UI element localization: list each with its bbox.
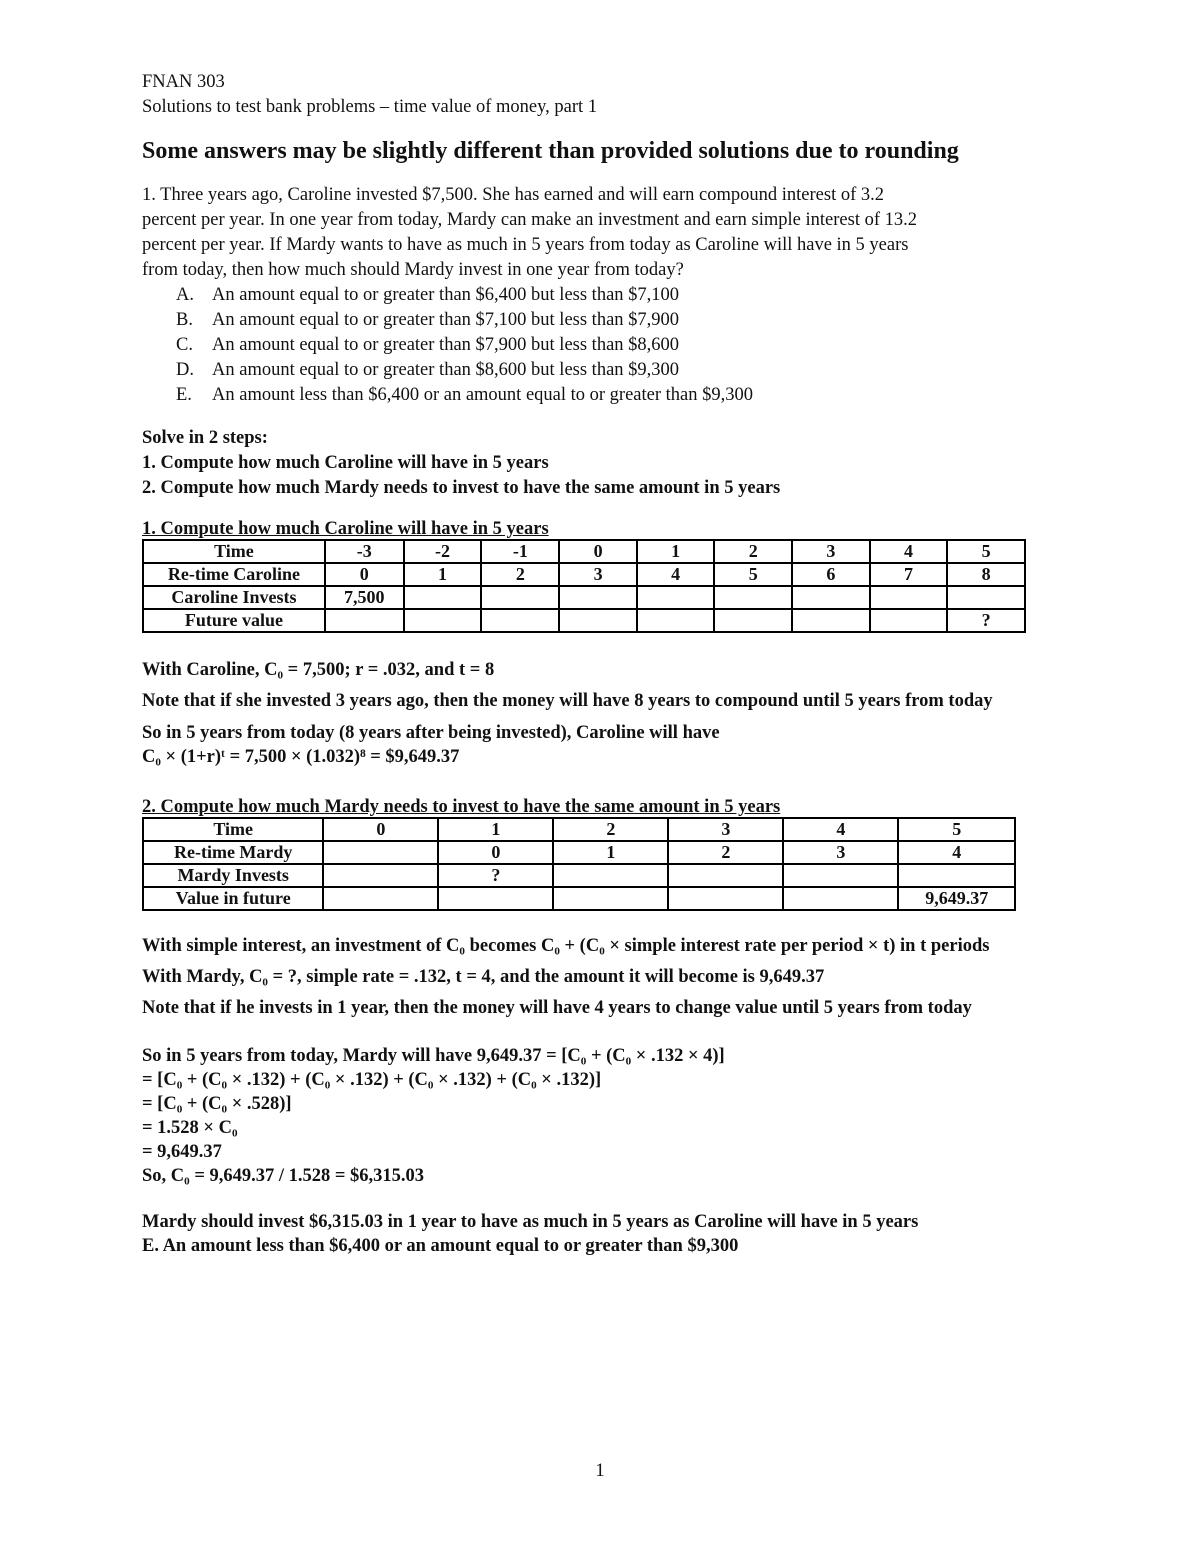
row-label: Time	[143, 540, 325, 563]
table-cell	[438, 887, 553, 910]
table-cell	[870, 586, 948, 609]
table-cell	[714, 609, 792, 632]
caroline-note: Note that if she invested 3 years ago, then the money will have 8 years to compound until 5 years from today	[142, 691, 993, 711]
table-row	[143, 563, 1025, 586]
table-cell: 3	[559, 563, 637, 586]
table-cell	[870, 609, 948, 632]
table-row	[143, 841, 1015, 864]
table-cell: 0	[325, 563, 404, 586]
document-subtitle: Solutions to test bank problems – time value of money, part 1	[142, 97, 598, 117]
table-cell	[481, 609, 559, 632]
table-row	[143, 864, 1015, 887]
steps-intro: Solve in 2 steps:	[142, 428, 268, 448]
mardy-given: With Mardy, C₀ = ?, simple rate = .132, t = 4, and the amount it will become is 9,649.37	[142, 967, 825, 987]
table-cell: 2	[481, 563, 559, 586]
course-code: FNAN 303	[142, 72, 225, 92]
caroline-result-intro: So in 5 years from today (8 years after being invested), Caroline will have	[142, 723, 720, 743]
table-cell: ?	[438, 864, 553, 887]
row-label: Caroline Invests	[143, 586, 325, 609]
table-cell: 5	[947, 540, 1025, 563]
option-d: D. An amount equal to or greater than $8,600 but less than $9,300	[176, 360, 680, 380]
table-cell	[325, 609, 404, 632]
table-cell: 3	[783, 841, 898, 864]
table-cell	[553, 887, 668, 910]
page-number: 1	[595, 1460, 605, 1481]
table-cell	[637, 586, 715, 609]
option-e: E. An amount less than $6,400 or an amount equal to or greater than $9,300	[176, 385, 753, 405]
table-cell	[404, 609, 482, 632]
derivation-line: = 9,649.37	[142, 1142, 222, 1162]
table-cell: 5	[898, 818, 1015, 841]
mardy-note: Note that if he invests in 1 year, then the money will have 4 years to change value until 5 years from today	[142, 998, 972, 1018]
question-line: percent per year. In one year from today, Mardy can make an investment and earn simple interest of 13.2	[142, 210, 917, 230]
table-cell: 2	[714, 540, 792, 563]
row-label: Value in future	[143, 887, 323, 910]
table-cell	[481, 586, 559, 609]
derivation-line: = 1.528 × C₀	[142, 1118, 238, 1138]
question-line: percent per year. If Mardy wants to have as much in 5 years from today as Caroline will have in 5 years	[142, 235, 909, 255]
table-cell: 3	[668, 818, 783, 841]
derivation-line: = [C₀ + (C₀ × .132) + (C₀ × .132) + (C₀ × .132) + (C₀ × .132)]	[142, 1070, 602, 1090]
table-cell: 7	[870, 563, 948, 586]
derivation-line: So in 5 years from today, Mardy will have 9,649.37 = [C₀ + (C₀ × .132 × 4)]	[142, 1046, 725, 1066]
question-text	[142, 183, 1102, 283]
row-label: Future value	[143, 609, 325, 632]
caroline-timeline-table	[142, 539, 1026, 633]
table-cell	[947, 586, 1025, 609]
table-cell	[714, 586, 792, 609]
table-cell: 5	[714, 563, 792, 586]
row-label: Re-time Mardy	[143, 841, 323, 864]
table-cell	[559, 586, 637, 609]
caroline-given: With Caroline, C₀ = 7,500; r = .032, and t = 8	[142, 660, 495, 680]
derivation-line: = [C₀ + (C₀ × .528)]	[142, 1094, 292, 1114]
question-line: 1. Three years ago, Caroline invested $7,500. She has earned and will earn compound interest of 3.2	[142, 185, 885, 205]
table-cell: 0	[438, 841, 553, 864]
table-cell: 1	[553, 841, 668, 864]
table-cell	[792, 586, 870, 609]
table-cell: ?	[947, 609, 1025, 632]
table-cell: 4	[637, 563, 715, 586]
table-cell	[668, 887, 783, 910]
rounding-headline: Some answers may be slightly different than provided solutions due to rounding	[142, 138, 959, 164]
table-cell	[404, 586, 482, 609]
table-cell	[323, 887, 438, 910]
derivation-line: So, C₀ = 9,649.37 / 1.528 = $6,315.03	[142, 1166, 425, 1186]
caroline-formula: C₀ × (1+r)ᵗ = 7,500 × (1.032)⁸ = $9,649.37	[142, 747, 460, 767]
table-cell: 4	[898, 841, 1015, 864]
step-2: 2. Compute how much Mardy needs to invest to have the same amount in 5 years	[142, 478, 781, 498]
table-cell: 8	[947, 563, 1025, 586]
table-cell: -2	[404, 540, 482, 563]
mardy-timeline-table	[142, 817, 1016, 911]
option-a: A. An amount equal to or greater than $6,400 but less than $7,100	[176, 285, 680, 305]
row-label: Time	[143, 818, 323, 841]
simple-interest-note: With simple interest, an investment of C₀ becomes C₀ + (C₀ × simple interest rate per period × t) in t periods	[142, 936, 990, 956]
table-cell: -3	[325, 540, 404, 563]
table-cell	[637, 609, 715, 632]
table-cell: 7,500	[325, 586, 404, 609]
row-label: Mardy Invests	[143, 864, 323, 887]
table-cell: 1	[404, 563, 482, 586]
option-c: C. An amount equal to or greater than $7,900 but less than $8,600	[176, 335, 680, 355]
section-1-title: 1. Compute how much Caroline will have in 5 years	[142, 519, 549, 539]
table-cell: 2	[668, 841, 783, 864]
table-cell	[323, 864, 438, 887]
row-label: Re-time Caroline	[143, 563, 325, 586]
table-cell: 0	[323, 818, 438, 841]
table-cell: 6	[792, 563, 870, 586]
table-cell: -1	[481, 540, 559, 563]
table-cell	[898, 864, 1015, 887]
table-cell: 2	[553, 818, 668, 841]
table-cell	[559, 609, 637, 632]
table-cell: 1	[637, 540, 715, 563]
table-row	[143, 586, 1025, 609]
table-cell: 4	[783, 818, 898, 841]
table-cell: 0	[559, 540, 637, 563]
table-cell	[792, 609, 870, 632]
table-row	[143, 887, 1015, 910]
table-cell	[323, 841, 438, 864]
table-cell	[783, 864, 898, 887]
table-row	[143, 818, 1015, 841]
conclusion: Mardy should invest $6,315.03 in 1 year to have as much in 5 years as Caroline will have in 5 years	[142, 1212, 919, 1232]
table-cell: 4	[870, 540, 948, 563]
option-b: B. An amount equal to or greater than $7,100 but less than $7,900	[176, 310, 680, 330]
table-cell	[783, 887, 898, 910]
table-cell	[553, 864, 668, 887]
table-row	[143, 540, 1025, 563]
table-cell	[668, 864, 783, 887]
table-cell: 9,649.37	[898, 887, 1015, 910]
table-cell: 1	[438, 818, 553, 841]
document-page	[142, 70, 1102, 1258]
answer-options	[142, 283, 1102, 408]
step-1: 1. Compute how much Caroline will have in 5 years	[142, 453, 549, 473]
section-2-title: 2. Compute how much Mardy needs to invest to have the same amount in 5 years	[142, 797, 781, 817]
final-answer: E. An amount less than $6,400 or an amount equal to or greater than $9,300	[142, 1236, 739, 1256]
table-cell: 3	[792, 540, 870, 563]
mardy-derivation	[142, 1044, 1102, 1188]
question-line: from today, then how much should Mardy invest in one year from today?	[142, 260, 684, 280]
table-row	[143, 609, 1025, 632]
